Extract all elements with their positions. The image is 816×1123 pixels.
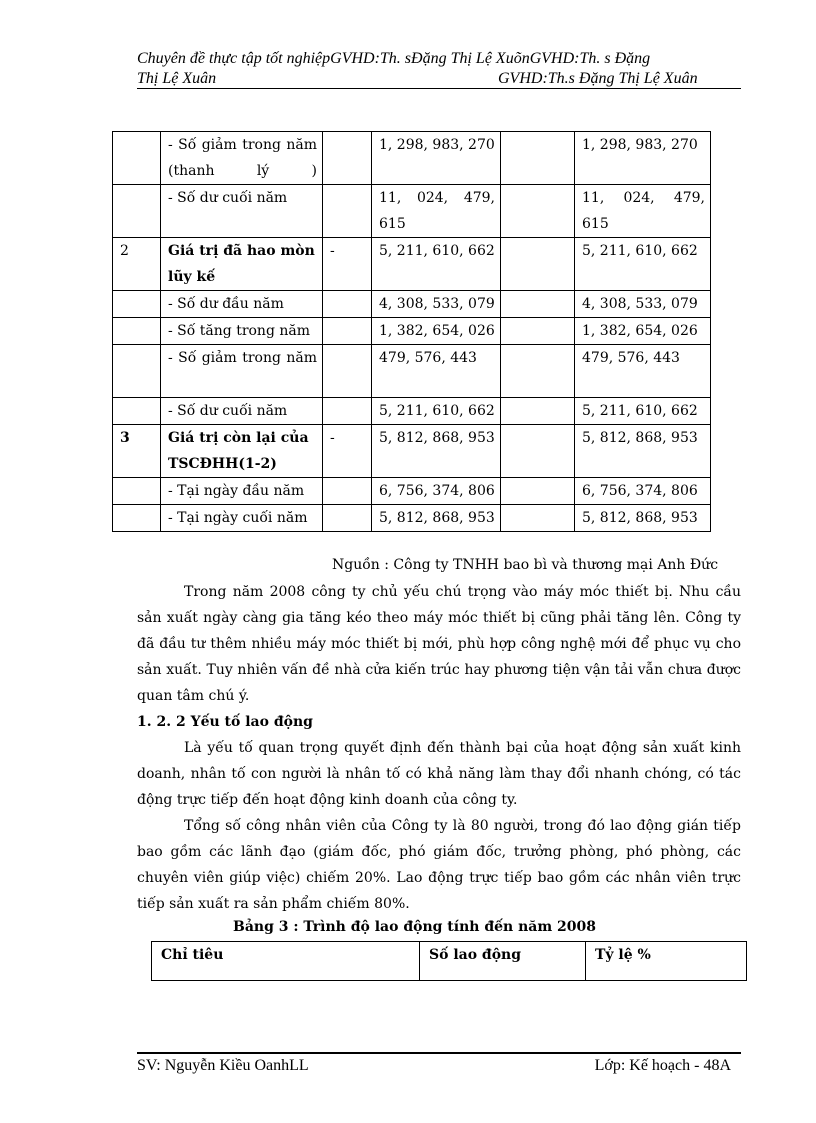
page-header-line-1: Chuyên đề thực tập tốt nghiệpGVHD:Th. sĐặng Thị Lệ XuõnGVHD:Th. s Đặng [137, 50, 651, 67]
table3-caption: Bảng 3 : Trình độ lao động tính đến năm 2008 [233, 919, 596, 935]
footer-class: Lớp: Kế hoạch - 48A [594, 1057, 731, 1074]
value-cell: 5, 211, 610, 662 [372, 398, 501, 425]
page-footer [137, 1056, 731, 1076]
total-cell: 1, 382, 654, 026 [575, 318, 711, 345]
col3-cell: - [323, 425, 372, 478]
col5-cell [501, 398, 575, 425]
value-cell: 4, 308, 533, 079 [372, 291, 501, 318]
value-cell: 5, 812, 868, 953 [372, 505, 501, 532]
value-cell: 5, 812, 868, 953 [372, 425, 501, 478]
labor-qualification-table [151, 941, 747, 981]
item-cell: - Số dư cuối năm [161, 398, 323, 425]
value-cell: 1, 298, 983, 270 [372, 132, 501, 185]
item-cell: - Tại ngày cuối năm [161, 505, 323, 532]
header-divider [137, 88, 741, 89]
value-cell: 5, 211, 610, 662 [372, 238, 501, 291]
total-cell: 1, 298, 983, 270 [575, 132, 711, 185]
table-row [113, 185, 711, 238]
col3-cell [323, 291, 372, 318]
header-cell-percent: Tỷ lệ % [586, 942, 747, 981]
paragraph-staff-count: Tổng số công nhân viên của Công ty là 80 người, trong đó lao động gián tiếp bao gồm các lãnh đạo (giám đốc, phó giám đốc, trưởng phòng, phó phòng, các chuyên viên giúp việc) chiếm 20%. Lao động trực tiếp bao gồm các nhân viên trực tiếp sản xuất ra sản phẩm chiếm 80%. [137, 818, 741, 912]
header-cell-labor-count: Số lao động [420, 942, 586, 981]
header-line2-right: GVHD:Th.s Đặng Thị Lệ Xuân [498, 70, 698, 87]
row-number-cell: 3 [113, 425, 161, 478]
table-header-row [152, 942, 747, 981]
table-row [113, 478, 711, 505]
total-cell: 6, 756, 374, 806 [575, 478, 711, 505]
row-number-cell [113, 291, 161, 318]
col3-cell [323, 185, 372, 238]
value-cell: 1, 382, 654, 026 [372, 318, 501, 345]
col5-cell [501, 478, 575, 505]
col3-cell [323, 318, 372, 345]
item-cell: Giá trị đã hao mòn lũy kế [161, 238, 323, 291]
row-number-cell [113, 345, 161, 398]
header-line2-left: Thị Lệ Xuân [137, 70, 217, 87]
paragraph-equipment: Trong năm 2008 công ty chủ yếu chú trọng vào máy móc thiết bị. Nhu cầu sản xuất ngày càng gia tăng kéo theo máy móc thiết bị cũng phải tăng lên. Công ty đã đầu tư thêm nhiều máy móc thiết bị mới, phù hợp công nghệ mới để phục vụ cho sản xuất. Tuy nhiên vấn đề nhà cửa kiến trúc hay phương tiện vận tải vẫn chưa được quan tâm chú ý. [137, 584, 741, 704]
total-cell: 11, 024, 479, 615 [575, 185, 711, 238]
row-number-cell [113, 318, 161, 345]
table-row [113, 238, 711, 291]
col3-cell: - [323, 238, 372, 291]
row-number-cell [113, 185, 161, 238]
table-row [113, 291, 711, 318]
row-number-cell [113, 398, 161, 425]
total-cell: 5, 812, 868, 953 [575, 505, 711, 532]
col5-cell [501, 425, 575, 478]
item-cell: - Số dư đầu năm [161, 291, 323, 318]
row-number-cell [113, 505, 161, 532]
total-cell: 5, 211, 610, 662 [575, 398, 711, 425]
table-row [113, 132, 711, 185]
value-cell: 479, 576, 443 [372, 345, 501, 398]
footer-student: SV: Nguyễn Kiều OanhLL [137, 1057, 309, 1074]
item-cell: - Số dư cuối năm [161, 185, 323, 238]
col5-cell [501, 318, 575, 345]
col5-cell [501, 238, 575, 291]
row-number-cell: 2 [113, 238, 161, 291]
fixed-assets-table [112, 131, 711, 532]
col3-cell [323, 132, 372, 185]
source-note: Nguồn : Công ty TNHH bao bì và thương mại Anh Đức [332, 557, 719, 573]
item-cell: - Số tăng trong năm [161, 318, 323, 345]
col3-cell [323, 478, 372, 505]
total-cell: 4, 308, 533, 079 [575, 291, 711, 318]
footer-divider [137, 1052, 741, 1054]
page-header-line-2 [137, 69, 741, 89]
col5-cell [501, 291, 575, 318]
row-number-cell [113, 478, 161, 505]
col5-cell [501, 505, 575, 532]
paragraph-labor-factor: Là yếu tố quan trọng quyết định đến thành bại của hoạt động sản xuất kinh doanh, nhân tố con người là nhân tố có khả năng làm thay đổi nhanh chóng, có tác động trực tiếp đến hoạt động kinh doanh của công ty. [137, 740, 741, 808]
col5-cell [501, 185, 575, 238]
value-cell: 11, 024, 479, 615 [372, 185, 501, 238]
section-heading: 1. 2. 2 Yếu tố lao động [137, 714, 313, 730]
col3-cell [323, 398, 372, 425]
table-row [113, 398, 711, 425]
table-row [113, 345, 711, 398]
total-cell: 479, 576, 443 [575, 345, 711, 398]
item-cell: - Số giảm trong năm (thanh lý ) [161, 132, 323, 185]
header-cell-indicator: Chỉ tiêu [152, 942, 420, 981]
col5-cell [501, 132, 575, 185]
col5-cell [501, 345, 575, 398]
item-cell: - Tại ngày đầu năm [161, 478, 323, 505]
total-cell: 5, 812, 868, 953 [575, 425, 711, 478]
table-row [113, 318, 711, 345]
value-cell: 6, 756, 374, 806 [372, 478, 501, 505]
item-cell: - Số giảm trong năm [161, 345, 323, 398]
table-row [113, 505, 711, 532]
row-number-cell [113, 132, 161, 185]
col3-cell [323, 345, 372, 398]
item-cell: Giá trị còn lại của TSCĐHH(1-2) [161, 425, 323, 478]
col3-cell [323, 505, 372, 532]
total-cell: 5, 211, 610, 662 [575, 238, 711, 291]
table-row [113, 425, 711, 478]
